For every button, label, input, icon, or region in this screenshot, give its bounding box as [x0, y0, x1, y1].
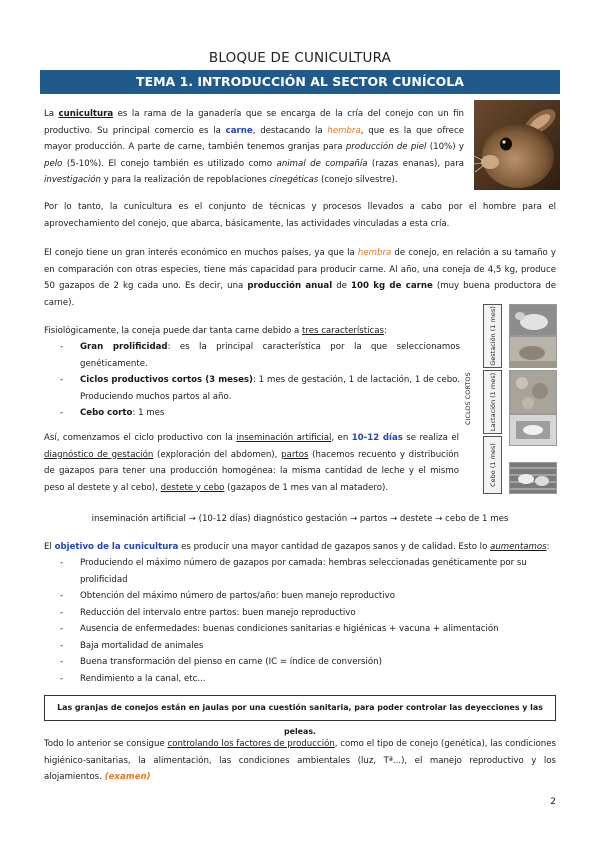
gestation-photo-2: [509, 336, 557, 368]
stage-gestation: Gestación (1 mes): [483, 304, 502, 368]
lactation-photo-2: [509, 414, 557, 446]
list-item: - Reducción del intervalo entre partos: buen manejo reproductivo: [60, 605, 556, 622]
list-item: - Ausencia de enfermedades: buenas condiciones sanitarias e higiénicas + vacuna + alimentación: [60, 621, 556, 638]
ciclos-cortos-label: CICLOS CORTOS: [464, 372, 472, 425]
list-item: - Produciendo el máximo número de gazapos por camada: hembras seleccionadas genéticamente por su prolificidad: [60, 555, 556, 588]
rabbit-photo: [474, 100, 560, 190]
list-item: - Buena transformación del pienso en carne (IC = índice de conversión): [60, 654, 556, 671]
term-hembra: hembra: [327, 125, 361, 136]
gestation-photo-1: [509, 304, 557, 336]
factors-paragraph: Todo lo anterior se consigue controlando los factores de producción, como el tipo de conejo (genética), las condiciones higiénico-sanitarias, la alimentación, las condiciones ambientales (luz, Tª...), el manejo reproductivo y los alojamientos. (examen): [44, 739, 556, 782]
list-item: - Obtención del máximo número de partos/año: buen manejo reproductivo: [60, 588, 556, 605]
definition-paragraph: Por lo tanto, la cunicultura es el conjunto de técnicas y procesos llevados a cabo por el hombre para el aprovechamiento del conejo, que abarca, básicamente, las actividades vinculadas a esta cría.: [44, 202, 556, 229]
intro-paragraph: La cunicultura es la rama de la ganadería que se encarga de la cría del conejo con un fin productivo. Su principal comercio es la carne, destacando la hembra, que es la que ofrece mayor producción. A parte de carne, también tenemos granjas para producción de piel (10%) y pelo (5-10%). El conejo también es utilizado como animal de compañía (razas enanas), para investigación y para la realización de repoblaciones cinegéticas (conejo silvestre).: [44, 109, 464, 185]
page-number: 2: [550, 797, 556, 807]
note-box: Las granjas de conejos están en jaulas por una cuestión sanitaria, para poder controlar las deyecciones y las peleas.: [44, 695, 556, 721]
economic-paragraph: El conejo tiene un gran interés económico en muchos países, ya que la hembra de conejo, en relación a su tamaño y en comparación con otras especies, tiene más capacidad para producir carne. Al año, una coneja de 4,5 kg, produce 50 gazapos de 2 kg cada uno. Es decir, una producción anual de 100 kg de carne (muy buena productora de carne).: [44, 248, 557, 308]
stage-cebo: Cebo (1 mes): [483, 436, 502, 494]
block-title: BLOQUE DE CUNICULTURA: [208, 50, 392, 66]
stage-lactation: Lactación (1 mes): [483, 370, 502, 434]
production-cycle-figure: [465, 300, 557, 500]
list-item: - Baja mortalidad de animales: [60, 638, 556, 655]
physiology-paragraph: Fisiológicamente, la coneja puede dar tanta carne debido a tres características:: [44, 326, 387, 336]
term-hembra-2: hembra: [357, 248, 392, 258]
topic-banner: TEMA 1. INTRODUCCIÓN AL SECTOR CUNÍCOLA: [40, 70, 560, 94]
objective-paragraph: El objetivo de la cunicultura es producir una mayor cantidad de gazapos sanos y de calidad. Esto lo aumentamos:: [44, 542, 550, 552]
cycle-flow-line: inseminación artificial → (10-12 días) diagnóstico gestación → partos → destete → cebo de 1 mes: [91, 514, 509, 524]
lactation-photo: [509, 370, 557, 414]
list-item: - Gran prolificidad: es la principal característica por la que seleccionamos genéticamente.: [60, 339, 460, 372]
list-item: - Rendimiento a la canal, etc...: [60, 671, 556, 688]
list-item: - Cebo corto: 1 mes: [60, 405, 460, 422]
list-item: - Ciclos productivos cortos (3 meses): 1 mes de gestación, 1 de lactación, 1 de cebo. Produciendo muchos partos al año.: [60, 372, 460, 405]
objective-list: [60, 555, 556, 687]
term-cunicultura: cunicultura: [58, 109, 114, 119]
cycle-paragraph: Así, comenzamos el ciclo productivo con la inseminación artificial, en 10-12 días se realiza el diagnóstico de gestación (exploración del abdomen), partos (hacemos recuento y distribución de gazapos para tener una producción homogénea: la misma cantidad de leche y el mismo peso al destete y al cebo), destete y cebo (gazapos de 1 mes van al matadero).: [44, 433, 459, 493]
term-carne: carne: [225, 125, 253, 136]
exam-tag: (examen): [104, 772, 151, 782]
characteristics-list: [60, 339, 460, 422]
cebo-photo: [509, 462, 557, 494]
